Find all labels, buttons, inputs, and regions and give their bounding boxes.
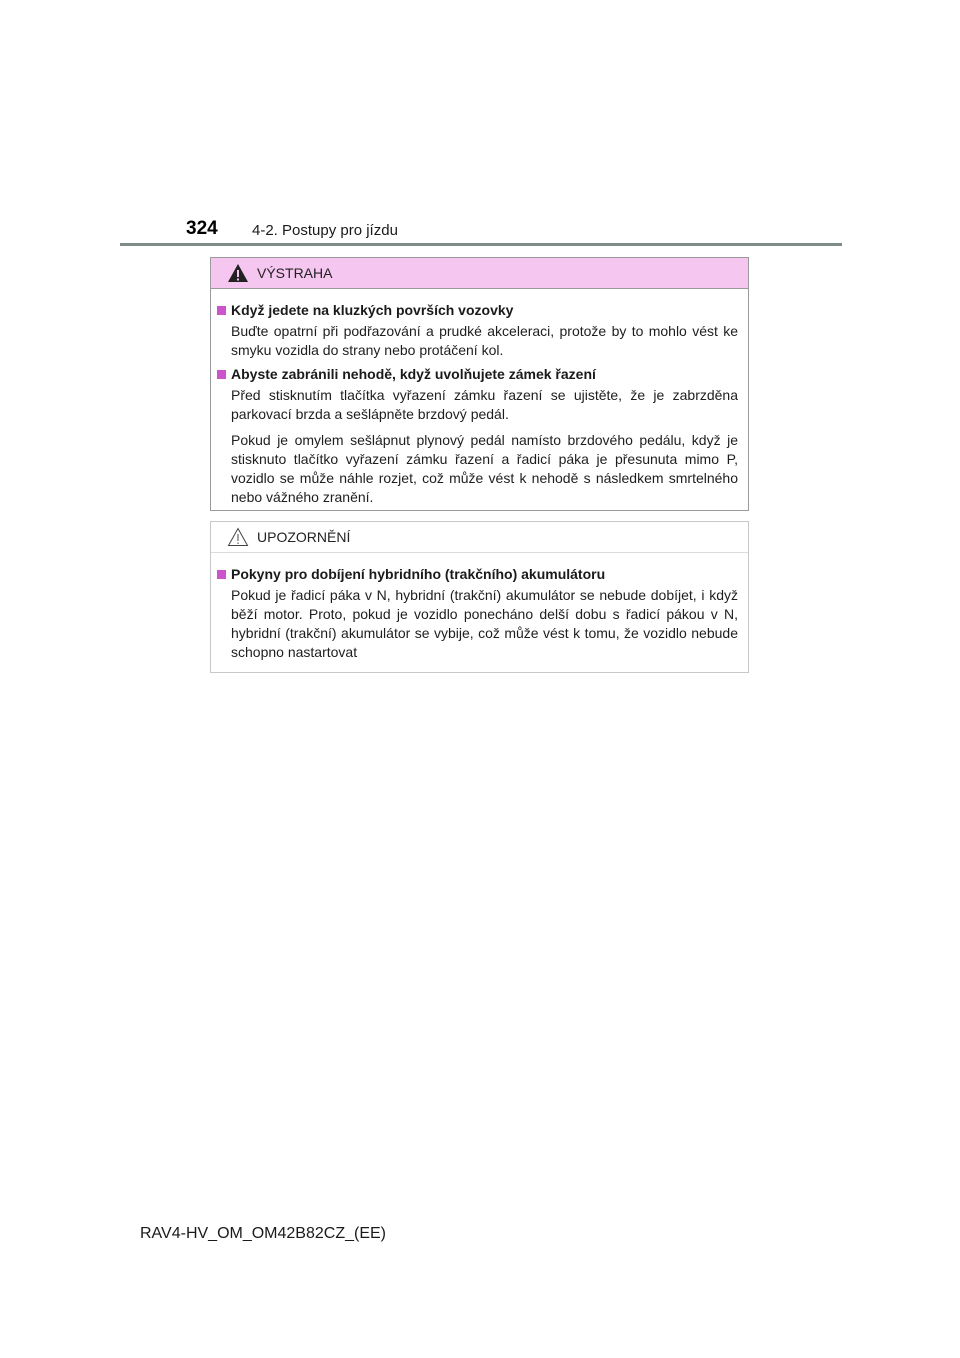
bullet-square-icon (217, 570, 226, 579)
bullet-square-icon (217, 306, 226, 315)
item-title: Abyste zabránili nehodě, když uvolňujete zámek řazení (231, 366, 596, 382)
warning-item-2 (217, 365, 738, 507)
item-paragraph: Pokud je řadicí páka v N, hybridní (trakční) akumulátor se nebude dobíjet, i když běží motor. Proto, pokud je vozidlo ponecháno delší dobu s řadicí pákou v N, hybridní (trakční) akumulátor se vybije, což může vést k tomu, že vozidlo nebude schopno nastartovat (231, 587, 738, 660)
caution-body (211, 553, 748, 662)
warning-header (211, 258, 748, 289)
page-number: 324 (186, 218, 218, 239)
caution-header (211, 522, 748, 553)
header-rule (120, 243, 842, 246)
document-code: RAV4-HV_OM_OM42B82CZ_(EE) (140, 1225, 386, 1242)
caution-box (210, 521, 749, 673)
item-title: Pokyny pro dobíjení hybridního (trakčního) akumulátoru (231, 566, 606, 582)
section-title: 4-2. Postupy pro jízdu (252, 222, 398, 239)
caution-triangle-icon (227, 527, 249, 547)
item-paragraph: Buďte opatrní při podřazování a prudké akceleraci, protože by to mohlo vést ke smyku vozidla do strany nebo protáčení kol. (231, 323, 738, 358)
caution-item-1 (217, 565, 738, 662)
warning-body (211, 289, 748, 507)
warning-item-1 (217, 301, 738, 360)
warning-box (210, 257, 749, 511)
caution-title: UPOZORNĚNÍ (257, 529, 351, 545)
warning-triangle-icon (227, 263, 249, 283)
bullet-square-icon (217, 370, 226, 379)
item-title: Když jedete na kluzkých površích vozovky (231, 302, 514, 318)
warning-title: VÝSTRAHA (257, 265, 333, 281)
item-paragraph: Pokud je omylem sešlápnut plynový pedál namísto brzdového pedálu, když je stisknuto tlačítko vyřazení zámku řazení a řadicí páka je přesunuta mimo P, vozidlo se může náhle rozjet, což může vést k nehodě s následkem smrtelného nebo vážného zranění. (231, 432, 738, 505)
item-paragraph: Před stisknutím tlačítka vyřazení zámku řazení se ujistěte, že je zabrzděna parkovací brzda a sešlápněte brzdový pedál. (231, 387, 738, 422)
